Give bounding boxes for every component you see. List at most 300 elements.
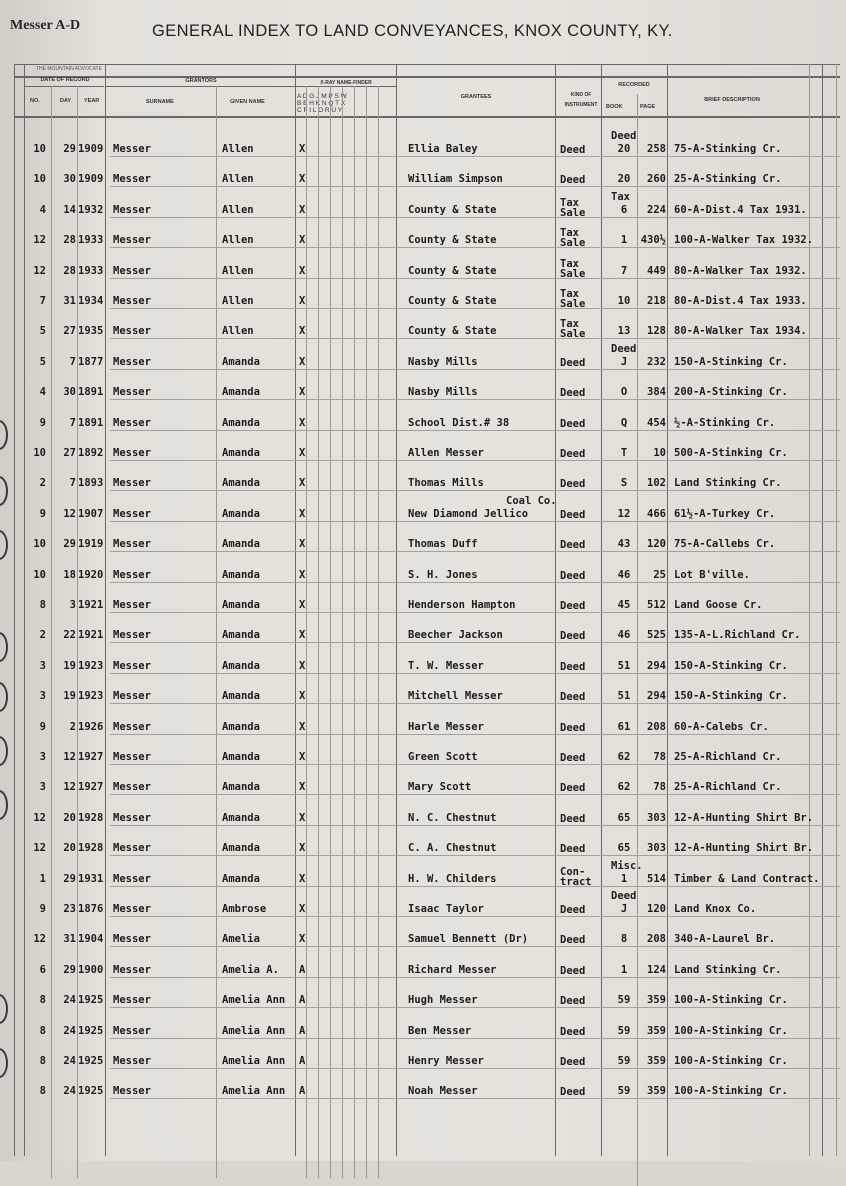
cell-day: 22 bbox=[63, 629, 76, 642]
cell-year: 1923 bbox=[78, 690, 104, 703]
cell-finder-mark: X bbox=[299, 143, 306, 155]
cell-grantee: County & State bbox=[408, 264, 497, 277]
cell-surname: Messer bbox=[113, 1085, 151, 1098]
cell-finder-mark: X bbox=[299, 416, 306, 429]
cell-month: 9 bbox=[39, 903, 46, 915]
cell-surname: Messer bbox=[113, 386, 151, 399]
cell-month: 10 bbox=[33, 173, 46, 186]
table-row bbox=[0, 918, 846, 949]
cell-kind: Deed bbox=[560, 448, 586, 460]
cell-month: 3 bbox=[39, 659, 46, 672]
table-row bbox=[0, 554, 846, 585]
cell-finder-mark: X bbox=[299, 629, 306, 642]
cell-description: 60-A-Dist.4 Tax 1931. bbox=[674, 203, 807, 216]
cell-grantee: Henderson Hampton bbox=[408, 599, 516, 611]
cell-given-name: Amanda bbox=[222, 690, 260, 703]
cell-page-number: 359 bbox=[647, 1024, 666, 1037]
cell-book: J bbox=[620, 903, 628, 915]
cell-given-name: Amanda bbox=[222, 416, 260, 429]
cell-surname: Messer bbox=[113, 629, 151, 642]
cell-surname: Messer bbox=[113, 234, 151, 247]
cell-finder-mark: A bbox=[299, 1055, 306, 1067]
cell-given-name: Amelia Ann bbox=[222, 994, 286, 1007]
cell-given-name: Amanda bbox=[222, 629, 260, 642]
corner-label: Messer A-D bbox=[10, 18, 81, 33]
row-rule bbox=[110, 582, 840, 583]
cell-kind: Deed bbox=[560, 630, 586, 643]
cell-kind: Deed bbox=[560, 1056, 586, 1068]
cell-description: 100-A-Stinking Cr. bbox=[674, 1055, 788, 1067]
cell-description: 25-A-Richland Cr. bbox=[674, 781, 782, 794]
cell-book: 65 bbox=[617, 811, 631, 824]
header-given-name: GIVEN NAME bbox=[230, 99, 265, 105]
cell-book: 1 bbox=[620, 872, 628, 885]
row-rule bbox=[110, 1038, 840, 1039]
cell-grantee: New Diamond Jellico bbox=[408, 507, 529, 520]
cell-description: 61½-A-Turkey Cr. bbox=[674, 507, 776, 520]
cell-grantee: N. C. Chestnut bbox=[408, 811, 497, 824]
cell-day: 30 bbox=[63, 173, 76, 186]
table-row bbox=[0, 888, 846, 919]
row-rule bbox=[110, 399, 840, 400]
header-grantees: GRANTEES bbox=[460, 94, 492, 100]
cell-page-number: 78 bbox=[653, 751, 666, 763]
row-rule bbox=[110, 946, 840, 947]
table-row bbox=[0, 645, 846, 676]
cell-description: ½-A-Stinking Cr. bbox=[674, 416, 776, 429]
cell-description: 100-A-Walker Tax 1932. bbox=[674, 234, 814, 247]
cell-day: 27 bbox=[63, 447, 76, 459]
cell-year: 1920 bbox=[78, 568, 104, 581]
cell-given-name: Amanda bbox=[222, 781, 260, 794]
cell-kind: Con- tract bbox=[560, 865, 592, 888]
cell-kind: Deed bbox=[560, 934, 586, 947]
cell-given-name: Amanda bbox=[222, 386, 260, 399]
cell-month: 8 bbox=[39, 1085, 46, 1098]
cell-day: 24 bbox=[63, 1024, 76, 1037]
table-row bbox=[0, 1010, 846, 1041]
row-rule bbox=[110, 1007, 840, 1008]
header-no: NO. bbox=[30, 98, 40, 104]
table-row bbox=[0, 493, 846, 524]
cell-month: 3 bbox=[39, 781, 46, 794]
cell-book: Q bbox=[620, 416, 628, 429]
cell-surname: Messer bbox=[113, 781, 151, 794]
header-surname: SURNAME bbox=[146, 99, 174, 105]
header-grantors: GRANTORS bbox=[185, 78, 217, 84]
cell-description: 75-A-Callebs Cr. bbox=[674, 538, 776, 551]
cell-page-number: 294 bbox=[647, 659, 666, 672]
cell-book: 45 bbox=[617, 599, 631, 611]
cell-surname: Messer bbox=[113, 538, 151, 551]
cell-grantee: Beecher Jackson bbox=[408, 629, 503, 642]
cell-page-number: 514 bbox=[647, 872, 666, 885]
cell-page-number: 78 bbox=[653, 781, 666, 794]
cell-description: 200-A-Stinking Cr. bbox=[674, 386, 788, 399]
header-book: BOOK bbox=[606, 104, 623, 110]
table-row bbox=[0, 402, 846, 433]
cell-grantee: Noah Messer bbox=[408, 1085, 478, 1098]
header-rule-top bbox=[14, 64, 840, 65]
row-rule bbox=[110, 308, 840, 309]
cell-year: 1926 bbox=[78, 720, 104, 733]
cell-surname: Messer bbox=[113, 963, 151, 976]
cell-page-number: 232 bbox=[647, 355, 666, 368]
row-rule bbox=[110, 977, 840, 978]
table-row bbox=[0, 584, 846, 615]
cell-finder-mark: X bbox=[299, 386, 306, 399]
cell-year: 1927 bbox=[78, 781, 104, 794]
cell-month: 10 bbox=[33, 143, 46, 155]
cell-given-name: Amelia Ann bbox=[222, 1024, 286, 1037]
cell-description: Timber & Land Contract. bbox=[674, 872, 820, 885]
cell-description: 80-A-Walker Tax 1932. bbox=[674, 264, 807, 277]
cell-given-name: Amanda bbox=[222, 751, 260, 763]
cell-day: 12 bbox=[63, 507, 76, 520]
cell-book: 59 bbox=[617, 994, 631, 1007]
cell-month: 10 bbox=[33, 568, 46, 581]
cell-year: 1925 bbox=[78, 994, 104, 1007]
row-rule bbox=[110, 551, 840, 552]
cell-book: J bbox=[620, 355, 628, 368]
cell-kind: Deed bbox=[560, 904, 586, 916]
cell-grantee: William Simpson bbox=[408, 173, 503, 186]
cell-year: 1891 bbox=[78, 416, 104, 429]
cell-finder-mark: X bbox=[299, 355, 306, 368]
cell-grantee: School Dist.# 38 bbox=[408, 416, 510, 429]
cell-finder-mark: X bbox=[299, 599, 306, 611]
cell-day: 23 bbox=[63, 903, 76, 915]
cell-day: 29 bbox=[63, 143, 76, 155]
table-row bbox=[0, 827, 846, 858]
row-rule bbox=[110, 338, 840, 339]
cell-given-name: Amelia A. bbox=[222, 963, 279, 976]
table-row bbox=[0, 341, 846, 372]
cell-day: 31 bbox=[63, 933, 76, 946]
cell-year: 1932 bbox=[78, 203, 104, 216]
cell-description: 150-A-Stinking Cr. bbox=[674, 690, 788, 703]
cell-grantee: Mary Scott bbox=[408, 781, 472, 794]
cell-book: 43 bbox=[617, 538, 631, 551]
cell-day: 28 bbox=[63, 234, 76, 247]
table-row bbox=[0, 371, 846, 402]
cell-page-number: 102 bbox=[647, 477, 666, 490]
cell-surname: Messer bbox=[113, 477, 151, 490]
cell-finder-mark: A bbox=[299, 1024, 306, 1037]
cell-year: 1919 bbox=[78, 538, 104, 551]
cell-finder-mark: X bbox=[299, 477, 306, 490]
cell-finder-mark: A bbox=[299, 1085, 306, 1098]
table-row bbox=[0, 949, 846, 980]
cell-given-name: Allen bbox=[222, 234, 254, 247]
cell-finder-mark: X bbox=[299, 872, 306, 885]
cell-surname: Messer bbox=[113, 659, 151, 672]
cell-page-number: 258 bbox=[647, 143, 666, 155]
table-row bbox=[0, 462, 846, 493]
row-rule bbox=[110, 521, 840, 522]
cell-recorded-kind-note: Deed bbox=[611, 130, 637, 142]
cell-given-name: Amanda bbox=[222, 507, 260, 520]
cell-year: 1877 bbox=[78, 355, 104, 368]
cell-surname: Messer bbox=[113, 1055, 151, 1067]
cell-month: 8 bbox=[39, 599, 46, 611]
cell-grantee: Henry Messer bbox=[408, 1055, 484, 1067]
cell-given-name: Amanda bbox=[222, 872, 260, 885]
cell-day: 7 bbox=[69, 416, 76, 429]
header-finder-letters: A D G J M P S W B E H K N Q T X C F I L O R U Y bbox=[297, 93, 347, 114]
cell-description: 135-A-L.Richland Cr. bbox=[674, 629, 801, 642]
cell-finder-mark: X bbox=[299, 903, 306, 915]
table-row bbox=[0, 1040, 846, 1071]
cell-page-number: 384 bbox=[647, 386, 666, 399]
cell-surname: Messer bbox=[113, 203, 151, 216]
cell-grantee: Mitchell Messer bbox=[408, 690, 503, 703]
row-rule bbox=[110, 369, 840, 370]
row-rule bbox=[110, 825, 840, 826]
cell-day: 31 bbox=[63, 295, 76, 307]
cell-page-number: 359 bbox=[647, 1055, 666, 1067]
cell-month: 5 bbox=[39, 355, 46, 368]
cell-day: 18 bbox=[63, 568, 76, 581]
cell-page-number: 124 bbox=[647, 963, 666, 976]
cell-grantee: Green Scott bbox=[408, 751, 478, 763]
cell-given-name: Allen bbox=[222, 295, 254, 307]
cell-day: 19 bbox=[63, 690, 76, 703]
cell-year: 1876 bbox=[78, 903, 104, 915]
cell-kind: Deed bbox=[560, 387, 586, 400]
cell-given-name: Amelia bbox=[222, 933, 260, 946]
cell-book: 62 bbox=[617, 781, 631, 794]
cell-finder-mark: A bbox=[299, 994, 306, 1007]
cell-month: 7 bbox=[39, 295, 46, 307]
cell-page-number: 525 bbox=[647, 629, 666, 642]
cell-given-name: Allen bbox=[222, 203, 254, 216]
cell-grantee: S. H. Jones bbox=[408, 568, 478, 581]
table-row bbox=[0, 158, 846, 189]
cell-day: 24 bbox=[63, 1055, 76, 1067]
cell-page-number: 430½ bbox=[640, 234, 666, 247]
row-rule bbox=[110, 612, 840, 613]
cell-year: 1925 bbox=[78, 1055, 104, 1067]
cell-year: 1921 bbox=[78, 629, 104, 642]
cell-month: 10 bbox=[33, 447, 46, 459]
row-rule bbox=[110, 642, 840, 643]
cell-grantee: Allen Messer bbox=[408, 447, 484, 459]
cell-day: 7 bbox=[69, 477, 76, 490]
cell-book: 59 bbox=[617, 1085, 631, 1098]
cell-book: 51 bbox=[617, 690, 631, 703]
cell-month: 12 bbox=[33, 811, 46, 824]
cell-finder-mark: X bbox=[299, 264, 306, 277]
cell-recorded-kind-note: Tax bbox=[611, 190, 630, 203]
cell-description: 150-A-Stinking Cr. bbox=[674, 659, 788, 672]
cell-kind: Deed bbox=[560, 569, 586, 582]
table-row bbox=[0, 128, 846, 159]
cell-book: 59 bbox=[617, 1055, 631, 1067]
cell-grantee: County & State bbox=[408, 203, 497, 216]
cell-year: 1907 bbox=[78, 507, 104, 520]
cell-given-name: Amelia Ann bbox=[222, 1085, 286, 1098]
cell-year: 1928 bbox=[78, 811, 104, 824]
cell-kind: Deed bbox=[560, 721, 586, 734]
cell-kind: Deed bbox=[560, 478, 586, 491]
cell-page-number: 25 bbox=[653, 568, 666, 581]
row-rule bbox=[110, 855, 840, 856]
cell-finder-mark: X bbox=[299, 659, 306, 672]
cell-description: Land Goose Cr. bbox=[674, 599, 763, 611]
cell-description: Lot B'ville. bbox=[674, 568, 750, 581]
cell-year: 1935 bbox=[78, 325, 104, 338]
cell-book: 20 bbox=[617, 143, 631, 155]
cell-month: 1 bbox=[39, 872, 46, 885]
cell-surname: Messer bbox=[113, 568, 151, 581]
cell-month: 3 bbox=[39, 751, 46, 763]
table-row bbox=[0, 432, 846, 463]
cell-finder-mark: X bbox=[299, 781, 306, 794]
cell-month: 5 bbox=[39, 325, 46, 338]
cell-year: 1891 bbox=[78, 386, 104, 399]
publisher-label: THE MOUNTAIN ADVOCATE bbox=[36, 66, 102, 72]
cell-finder-mark: X bbox=[299, 203, 306, 216]
cell-surname: Messer bbox=[113, 903, 151, 915]
cell-given-name: Amanda bbox=[222, 568, 260, 581]
cell-book: 13 bbox=[617, 325, 631, 338]
cell-grantee: Hugh Messer bbox=[408, 994, 478, 1007]
cell-year: 1904 bbox=[78, 933, 104, 946]
cell-given-name: Amanda bbox=[222, 720, 260, 733]
cell-year: 1934 bbox=[78, 295, 104, 307]
row-rule bbox=[110, 794, 840, 795]
cell-description: 12-A-Hunting Shirt Br. bbox=[674, 842, 814, 855]
cell-month: 12 bbox=[33, 234, 46, 247]
cell-kind: Tax Sale bbox=[560, 318, 586, 341]
cell-grantee: Isaac Taylor bbox=[408, 903, 484, 915]
cell-book: T bbox=[620, 447, 628, 459]
cell-year: 1925 bbox=[78, 1024, 104, 1037]
cell-day: 3 bbox=[69, 599, 76, 611]
cell-book: O bbox=[620, 386, 628, 399]
cell-given-name: Ambrose bbox=[222, 903, 267, 915]
cell-month: 10 bbox=[33, 538, 46, 551]
header-day: DAY bbox=[60, 98, 72, 104]
row-rule bbox=[110, 430, 840, 431]
cell-day: 30 bbox=[63, 386, 76, 399]
cell-month: 4 bbox=[39, 203, 46, 216]
cell-kind: Deed bbox=[560, 174, 586, 187]
table-row bbox=[0, 189, 846, 220]
cell-given-name: Amanda bbox=[222, 355, 260, 368]
cell-month: 12 bbox=[33, 933, 46, 946]
cell-surname: Messer bbox=[113, 355, 151, 368]
cell-year: 1931 bbox=[78, 872, 104, 885]
cell-finder-mark: A bbox=[299, 963, 306, 976]
cell-finder-mark: X bbox=[299, 720, 306, 733]
cell-grantee-note: Coal Co. bbox=[506, 494, 557, 507]
cell-month: 8 bbox=[39, 994, 46, 1007]
cell-finder-mark: X bbox=[299, 325, 306, 338]
cell-kind: Tax Sale bbox=[560, 257, 586, 280]
cell-month: 8 bbox=[39, 1055, 46, 1067]
cell-page-number: 224 bbox=[647, 203, 666, 216]
cell-grantee: Nasby Mills bbox=[408, 386, 478, 399]
cell-surname: Messer bbox=[113, 872, 151, 885]
cell-kind: Deed bbox=[560, 539, 586, 552]
cell-page-number: 128 bbox=[647, 325, 666, 338]
cell-day: 29 bbox=[63, 963, 76, 976]
row-rule bbox=[110, 247, 840, 248]
row-rule bbox=[110, 490, 840, 491]
cell-day: 24 bbox=[63, 994, 76, 1007]
cell-surname: Messer bbox=[113, 416, 151, 429]
cell-description: Land Stinking Cr. bbox=[674, 963, 782, 976]
page-title: GENERAL INDEX TO LAND CONVEYANCES, KNOX COUNTY, KY. bbox=[152, 22, 673, 40]
cell-month: 8 bbox=[39, 1024, 46, 1037]
cell-description: 100-A-Stinking Cr. bbox=[674, 1085, 788, 1098]
table-row bbox=[0, 280, 846, 311]
cell-finder-mark: X bbox=[299, 507, 306, 520]
cell-month: 9 bbox=[39, 507, 46, 520]
cell-surname: Messer bbox=[113, 994, 151, 1007]
cell-given-name: Amanda bbox=[222, 842, 260, 855]
cell-book: 46 bbox=[617, 568, 631, 581]
cell-book: 51 bbox=[617, 659, 631, 672]
cell-recorded-kind-note: Misc. bbox=[611, 859, 643, 872]
cell-kind: Deed bbox=[560, 600, 586, 612]
cell-finder-mark: X bbox=[299, 173, 306, 186]
cell-page-number: 359 bbox=[647, 994, 666, 1007]
cell-kind: Tax Sale bbox=[560, 288, 586, 310]
cell-grantee: Nasby Mills bbox=[408, 355, 478, 368]
cell-surname: Messer bbox=[113, 751, 151, 763]
cell-finder-mark: X bbox=[299, 751, 306, 763]
cell-kind: Deed bbox=[560, 964, 586, 977]
cell-month: 2 bbox=[39, 477, 46, 490]
header-kind: KIND OF INSTRUMENT bbox=[564, 92, 598, 108]
cell-grantee: Thomas Duff bbox=[408, 538, 478, 551]
cell-grantee: County & State bbox=[408, 234, 497, 247]
cell-description: 100-A-Stinking Cr. bbox=[674, 1024, 788, 1037]
cell-grantee: County & State bbox=[408, 325, 497, 338]
cell-given-name: Amanda bbox=[222, 538, 260, 551]
cell-day: 19 bbox=[63, 659, 76, 672]
cell-description: 25-A-Richland Cr. bbox=[674, 751, 782, 763]
row-rule bbox=[110, 916, 840, 917]
cell-grantee: Richard Messer bbox=[408, 963, 497, 976]
row-rule bbox=[110, 734, 840, 735]
cell-surname: Messer bbox=[113, 295, 151, 307]
table-row bbox=[0, 219, 846, 250]
row-rule bbox=[110, 186, 840, 187]
cell-given-name: Amanda bbox=[222, 659, 260, 672]
header-rule-3b bbox=[24, 86, 104, 87]
row-rule bbox=[110, 703, 840, 704]
header-rule-3 bbox=[106, 86, 396, 87]
cell-month: 12 bbox=[33, 264, 46, 277]
cell-description: 75-A-Stinking Cr. bbox=[674, 143, 782, 155]
cell-finder-mark: X bbox=[299, 447, 306, 459]
cell-surname: Messer bbox=[113, 173, 151, 186]
cell-surname: Messer bbox=[113, 811, 151, 824]
cell-surname: Messer bbox=[113, 933, 151, 946]
cell-given-name: Allen bbox=[222, 325, 254, 338]
cell-finder-mark: X bbox=[299, 842, 306, 855]
cell-book: 20 bbox=[617, 173, 631, 186]
cell-finder-mark: X bbox=[299, 933, 306, 946]
row-rule bbox=[110, 1068, 840, 1069]
cell-recorded-kind-note: Deed bbox=[611, 342, 637, 355]
cell-kind: Tax Sale bbox=[560, 227, 586, 250]
cell-page-number: 120 bbox=[647, 903, 666, 915]
